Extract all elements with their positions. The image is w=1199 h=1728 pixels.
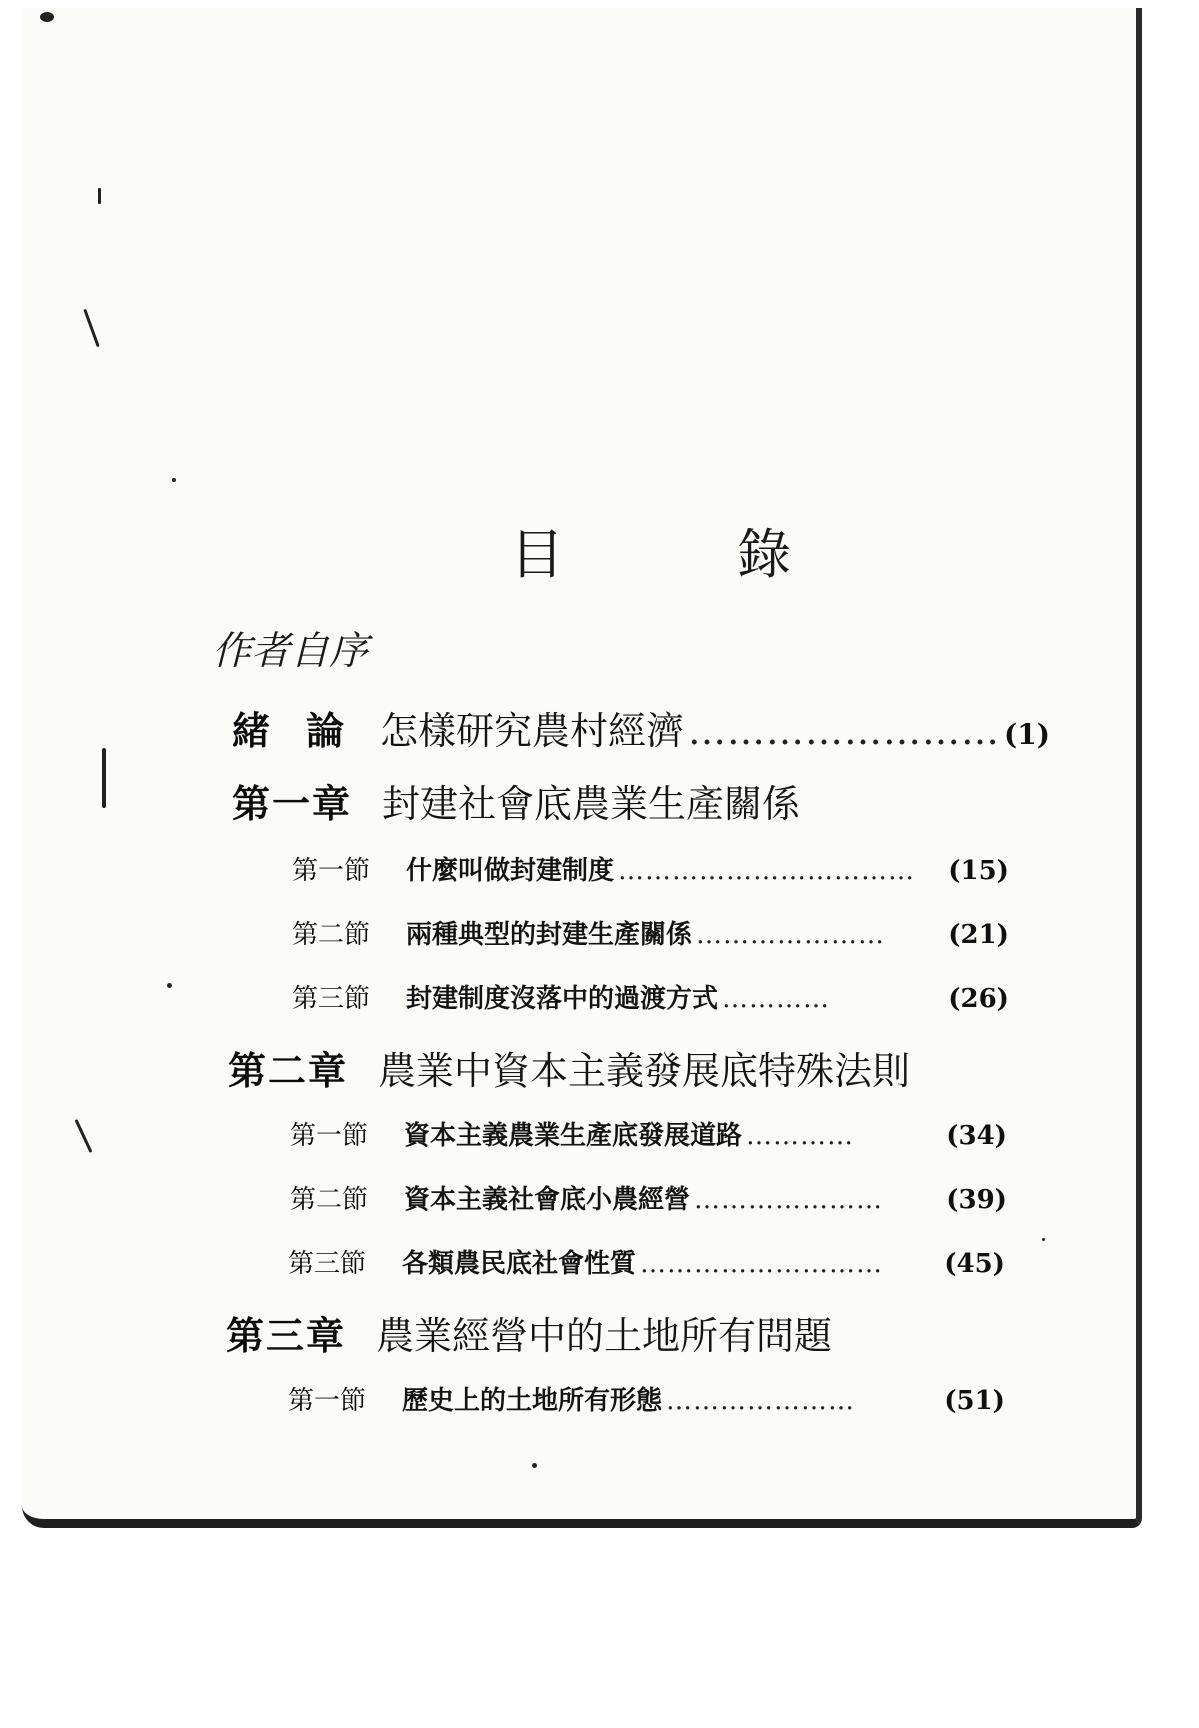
- toc-section-lead: 第三節: [292, 984, 371, 1014]
- toc-chapter-row: [226, 1305, 1008, 1360]
- toc-chapter-name: 封建社會底農業生產關係: [382, 782, 801, 826]
- toc-section-name: 什麼叫做封建制度: [406, 856, 615, 886]
- toc-section-lead: 第一節: [290, 1121, 369, 1151]
- toc-section-page: (15): [948, 856, 1009, 886]
- toc-section-page: (45): [944, 1249, 1005, 1279]
- toc-chapter-row: [232, 773, 1014, 828]
- toc-section-name: 資本主義社會底小農經營: [404, 1185, 691, 1215]
- toc-section-dots: ………………………: [640, 1249, 884, 1279]
- toc-section-page: (26): [948, 984, 1009, 1014]
- toc-preface: 作者自序: [212, 629, 369, 674]
- toc-section-dots: …………………: [666, 1386, 856, 1416]
- toc-chapter-row: [228, 1040, 1010, 1095]
- toc-section-lead: 第一節: [288, 1386, 367, 1416]
- toc-chapter-lead: 第一章: [232, 782, 353, 826]
- toc-section-row: [288, 1380, 1005, 1417]
- toc-section-dots: …………: [746, 1121, 855, 1151]
- toc-chapter-name: 農業經營中的土地所有問題: [376, 1314, 833, 1358]
- toc-section-dots: …………: [722, 984, 831, 1014]
- toc-section-name: 歷史上的土地所有形態: [402, 1386, 663, 1416]
- toc-section-row: [292, 914, 1009, 951]
- toc-chapter-lead: 第三章: [226, 1314, 347, 1358]
- toc-section-row: [292, 978, 1009, 1015]
- toc-section-lead: 第三節: [288, 1249, 367, 1279]
- toc-chapter-lead: 第二章: [228, 1049, 349, 1093]
- toc-section-row: [288, 1243, 1005, 1280]
- toc-section-dots: …………………: [696, 920, 886, 950]
- toc-intro-page: (1): [1004, 718, 1051, 751]
- toc-section-lead: 第二節: [292, 920, 371, 950]
- toc-section-name: 資本主義農業生產底發展道路: [404, 1121, 743, 1151]
- toc-section-lead: 第一節: [292, 856, 371, 886]
- toc-intro-dots: ……………………: [688, 709, 1001, 753]
- toc-section-row: [292, 850, 1009, 887]
- toc-section-page: (39): [946, 1185, 1007, 1215]
- toc-section-row: [290, 1179, 1007, 1216]
- toc-section-name: 各類農民底社會性質: [402, 1249, 637, 1279]
- toc-section-page: (34): [946, 1121, 1007, 1151]
- toc-intro-row: [232, 700, 1051, 755]
- toc-section-page: (21): [948, 920, 1009, 950]
- toc-chapter-name: 農業中資本主義發展底特殊法則: [378, 1049, 911, 1093]
- toc-intro-lead: 緒論: [232, 709, 381, 753]
- toc-section-row: [290, 1115, 1007, 1152]
- toc-title: 目 錄: [510, 523, 870, 586]
- toc-section-dots: …………………: [694, 1185, 884, 1215]
- toc-intro-name: 怎樣研究農村經濟: [380, 709, 685, 753]
- toc-section-lead: 第二節: [290, 1185, 369, 1215]
- toc-section-page: (51): [944, 1386, 1005, 1416]
- toc-section-name: 封建制度沒落中的過渡方式: [406, 984, 719, 1014]
- toc-section-dots: ……………………………: [618, 856, 916, 886]
- toc-section-name: 兩種典型的封建生產關係: [406, 920, 693, 950]
